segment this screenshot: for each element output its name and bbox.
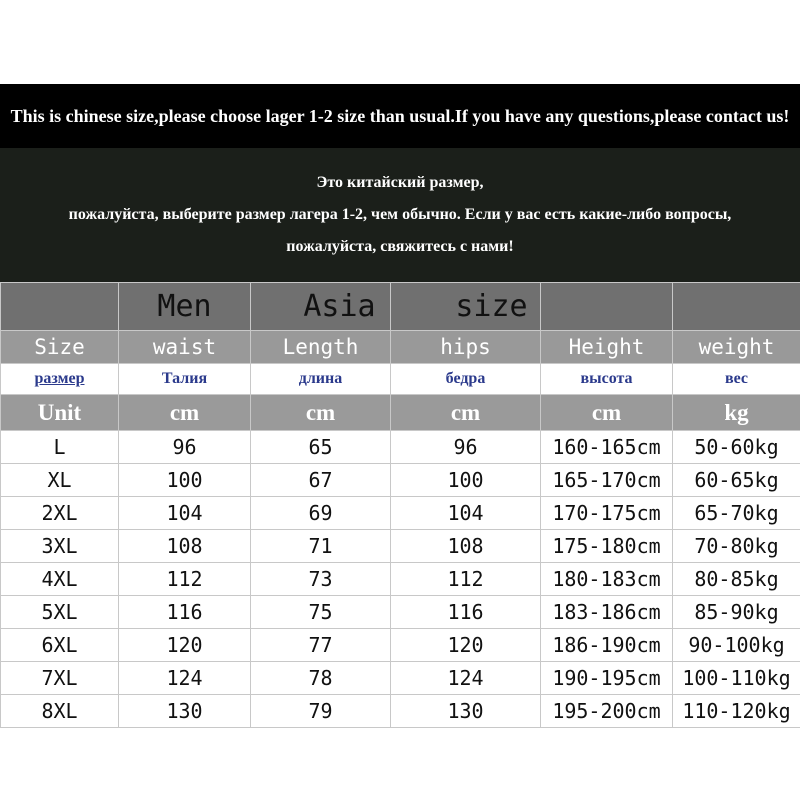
table-title-row xyxy=(1,283,800,331)
column-header: hips xyxy=(391,331,541,364)
column-header: waist xyxy=(119,331,251,364)
table-cell: 60-65kg xyxy=(673,464,800,497)
table-cell: 85-90kg xyxy=(673,596,800,629)
table-cell: 50-60kg xyxy=(673,431,800,464)
column-header: Length xyxy=(251,331,391,364)
table-cell: 100 xyxy=(391,464,541,497)
unit-row xyxy=(1,395,800,431)
table-cell: 160-165cm xyxy=(541,431,673,464)
table-cell: 116 xyxy=(119,596,251,629)
table-cell: 116 xyxy=(391,596,541,629)
russian-column-header: размер xyxy=(1,364,119,395)
table-cell: 108 xyxy=(119,530,251,563)
russian-column-header: Талия xyxy=(119,364,251,395)
table-cell: 124 xyxy=(119,662,251,695)
table-cell: 69 xyxy=(251,497,391,530)
table-cell: 104 xyxy=(119,497,251,530)
table-cell: 108 xyxy=(391,530,541,563)
unit-cell: cm xyxy=(391,395,541,431)
title-cell xyxy=(673,283,800,331)
table-cell: 71 xyxy=(251,530,391,563)
unit-cell: Unit xyxy=(1,395,119,431)
table-cell: 65 xyxy=(251,431,391,464)
column-header: weight xyxy=(673,331,800,364)
table-cell: 130 xyxy=(119,695,251,728)
table-cell: 110-120kg xyxy=(673,695,800,728)
table-row xyxy=(1,695,800,728)
unit-cell: kg xyxy=(673,395,800,431)
notice-russian-line: пожалуйста, свяжитесь с нами! xyxy=(286,238,514,255)
russian-column-header: длина xyxy=(251,364,391,395)
table-row xyxy=(1,497,800,530)
table-cell: 165-170cm xyxy=(541,464,673,497)
table-cell: 3XL xyxy=(1,530,119,563)
table-cell: 70-80kg xyxy=(673,530,800,563)
table-cell: 96 xyxy=(119,431,251,464)
table-cell: 120 xyxy=(119,629,251,662)
table-cell: 6XL xyxy=(1,629,119,662)
table-cell: 90-100kg xyxy=(673,629,800,662)
table-cell: 195-200cm xyxy=(541,695,673,728)
column-header-row xyxy=(1,331,800,364)
table-cell: 65-70kg xyxy=(673,497,800,530)
notice-russian xyxy=(0,148,800,282)
table-cell: XL xyxy=(1,464,119,497)
table-cell: 79 xyxy=(251,695,391,728)
table-cell: 190-195cm xyxy=(541,662,673,695)
table-cell: 130 xyxy=(391,695,541,728)
size-chart-table xyxy=(0,282,800,728)
table-cell: 73 xyxy=(251,563,391,596)
table-cell: 183-186cm xyxy=(541,596,673,629)
table-cell: 8XL xyxy=(1,695,119,728)
table-cell: L xyxy=(1,431,119,464)
title-cell: size xyxy=(391,283,541,331)
table-cell: 124 xyxy=(391,662,541,695)
size-rows xyxy=(1,431,800,728)
russian-column-header: вес xyxy=(673,364,800,395)
table-cell: 78 xyxy=(251,662,391,695)
unit-cell: cm xyxy=(119,395,251,431)
table-cell: 77 xyxy=(251,629,391,662)
unit-cell: cm xyxy=(541,395,673,431)
table-cell: 4XL xyxy=(1,563,119,596)
table-row xyxy=(1,662,800,695)
unit-cell: cm xyxy=(251,395,391,431)
table-row xyxy=(1,431,800,464)
column-header: Height xyxy=(541,331,673,364)
table-row xyxy=(1,464,800,497)
table-cell: 175-180cm xyxy=(541,530,673,563)
table-row xyxy=(1,563,800,596)
table-cell: 96 xyxy=(391,431,541,464)
table-cell: 100 xyxy=(119,464,251,497)
notice-english: This is chinese size,please choose lager 1-2 size than usual.If you have any questions,please contact us! xyxy=(0,84,800,148)
table-cell: 67 xyxy=(251,464,391,497)
table-cell: 112 xyxy=(391,563,541,596)
table-cell: 5XL xyxy=(1,596,119,629)
russian-column-header: бедра xyxy=(391,364,541,395)
table-cell: 75 xyxy=(251,596,391,629)
title-cell: Asia xyxy=(251,283,391,331)
table-row xyxy=(1,530,800,563)
table-cell: 100-110kg xyxy=(673,662,800,695)
table-cell: 112 xyxy=(119,563,251,596)
table-cell: 80-85kg xyxy=(673,563,800,596)
table-row xyxy=(1,629,800,662)
table-cell: 2XL xyxy=(1,497,119,530)
table-cell: 104 xyxy=(391,497,541,530)
table-cell: 180-183cm xyxy=(541,563,673,596)
russian-header-row xyxy=(1,364,800,395)
notice-russian-line: пожалуйста, выберите размер лагера 1-2, чем обычно. Если у вас есть какие-либо вопросы, xyxy=(68,206,732,223)
table-row xyxy=(1,596,800,629)
table-cell: 170-175cm xyxy=(541,497,673,530)
notice-russian-line: Это китайский размер, xyxy=(316,174,484,191)
column-header: Size xyxy=(1,331,119,364)
table-cell: 7XL xyxy=(1,662,119,695)
title-cell xyxy=(1,283,119,331)
title-cell: Men xyxy=(119,283,251,331)
table-cell: 120 xyxy=(391,629,541,662)
table-cell: 186-190cm xyxy=(541,629,673,662)
title-cell xyxy=(541,283,673,331)
russian-column-header: высота xyxy=(541,364,673,395)
